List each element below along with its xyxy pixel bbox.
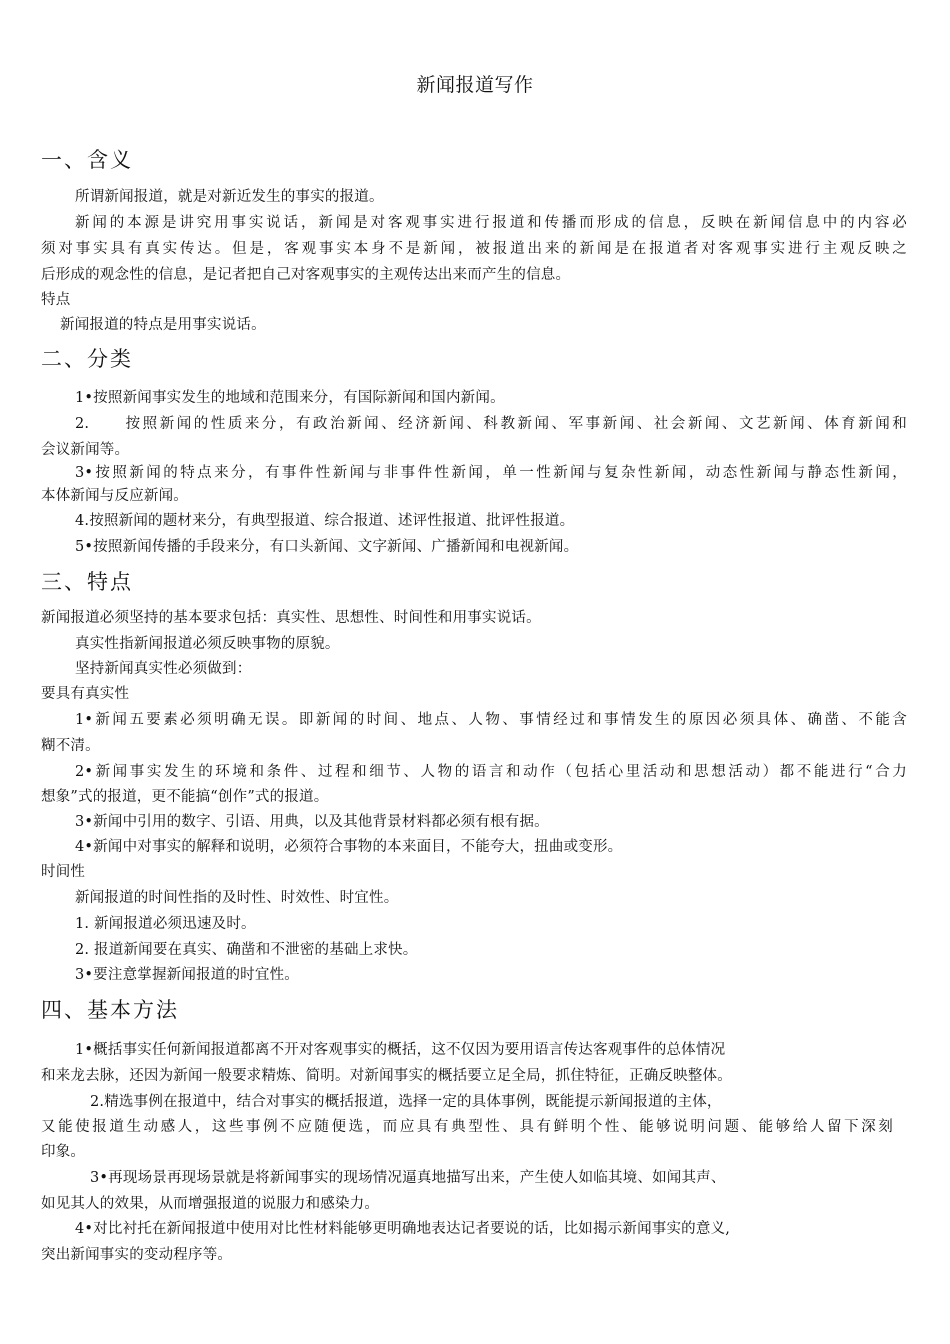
list-item: 1•按照新闻事实发生的地域和范围来分，有国际新闻和国内新闻。 <box>75 390 505 406</box>
section-heading-meaning: 一、含义 <box>41 148 133 172</box>
list-item: 又能使报道生动感人，这些事例不应随便选，而应具有典型性、具有鲜明个性、能够说明问题、能够给人留下深刻 <box>41 1119 893 1135</box>
paragraph: 后形成的观念性的信息，是记者把自己对客观事实的主观传达出来而产生的信息。 <box>41 267 571 283</box>
list-item: 3•新闻中引用的数字、引语、用典，以及其他背景材料都必须有根有据。 <box>75 814 549 830</box>
list-item: 印象。 <box>41 1144 86 1160</box>
list-item: 和来龙去脉，还因为新闻一般要求精炼、简明。对新闻事实的概括要立足全局，抓住特征，正确反映整体。 <box>41 1068 732 1084</box>
section-heading-classification: 二、分类 <box>41 347 133 371</box>
list-item: 突出新闻事实的变动程序等。 <box>41 1247 233 1263</box>
paragraph: 新闻报道的特点是用事实说话。 <box>60 317 266 333</box>
document-title: 新闻报道写作 <box>416 74 534 96</box>
paragraph: 新闻报道必须坚持的基本要求包括：真实性、思想性、时间性和用事实说话。 <box>41 610 541 626</box>
list-item: 2. 报道新闻要在真实、确凿和不泄密的基础上求快。 <box>75 942 418 958</box>
list-item: 3•按照新闻的特点来分，有事件性新闻与非事件性新闻，单一性新闻与复杂性新闻，动态性新闻与静态性新闻， <box>75 465 907 481</box>
list-item: 如见其人的效果，从而增强报道的说服力和感染力。 <box>41 1196 380 1212</box>
list-item: 2.精选事例在报道中，结合对事实的概括报道，选择一定的具体事例，既能提示新闻报道的主体， <box>90 1094 722 1110</box>
section-heading-characteristics: 三、特点 <box>41 570 133 594</box>
list-item: 4•新闻中对事实的解释和说明，必须符合事物的本来面目，不能夸大，扭曲或变形。 <box>75 839 623 855</box>
list-item: 本体新闻与反应新闻。 <box>41 488 188 504</box>
list-item: 会议新闻等。 <box>41 442 130 458</box>
paragraph: 坚持新闻真实性必须做到： <box>75 661 252 677</box>
paragraph: 新闻的本源是讲究用事实说话，新闻是对客观事实进行报道和传播而形成的信息，反映在新闻信息中的内容必 <box>75 215 907 231</box>
list-item: 1. 新闻报道必须迅速及时。 <box>75 916 256 932</box>
list-item: 1•新闻五要素必须明确无误。即新闻的时间、地点、人物、事情经过和事情发生的原因必须具体、确凿、不能含 <box>75 712 907 728</box>
list-item: 5•按照新闻传播的手段来分，有口头新闻、文字新闻、广播新闻和电视新闻。 <box>75 539 579 555</box>
list-item: 4•对比衬托在新闻报道中使用对比性材料能够更明确地表达记者要说的话，比如揭示新闻事实的意义, <box>75 1221 731 1237</box>
list-item: 4.按照新闻的题材来分，有典型报道、综合报道、述评性报道、批评性报道。 <box>75 513 575 529</box>
list-item: 2•新闻事实发生的环境和条件、过程和细节、人物的语言和动作（包括心里活动和思想活动）都不能进行“合力 <box>75 764 907 780</box>
paragraph: 新闻报道的时间性指的及时性、时效性、时宜性。 <box>75 890 399 906</box>
section-heading-methods: 四、基本方法 <box>41 998 179 1022</box>
paragraph: 真实性指新闻报道必须反映事物的原貌。 <box>75 636 340 652</box>
paragraph: 须对事实具有真实传达。但是，客观事实本身不是新闻，被报道出来的新闻是在报道者对客观事实进行主观反映之 <box>41 241 907 257</box>
subheading-features: 特点 <box>41 292 71 308</box>
subheading-timeliness: 时间性 <box>41 864 86 880</box>
list-item: 3•再现场景再现场景就是将新闻事实的现场情况逼真地描写出来，产生使人如临其境、如闻其声、 <box>90 1170 726 1186</box>
list-item: 3•要注意掌握新闻报道的时宜性。 <box>75 967 299 983</box>
list-item: 想象”式的报道，更不能搞“创作”式的报道。 <box>41 789 329 805</box>
list-item: 2. 按照新闻的性质来分，有政治新闻、经济新闻、科教新闻、军事新闻、社会新闻、文艺新闻、体育新闻和 <box>75 416 907 432</box>
list-item: 1•概括事实任何新闻报道都离不开对客观事实的概括，这不仅因为要用语言传达客观事件的总体情况 <box>75 1042 726 1058</box>
paragraph: 所谓新闻报道，就是对新近发生的事实的报道。 <box>75 189 384 205</box>
list-item: 糊不清。 <box>41 738 100 754</box>
subheading-authenticity: 要具有真实性 <box>41 686 130 702</box>
